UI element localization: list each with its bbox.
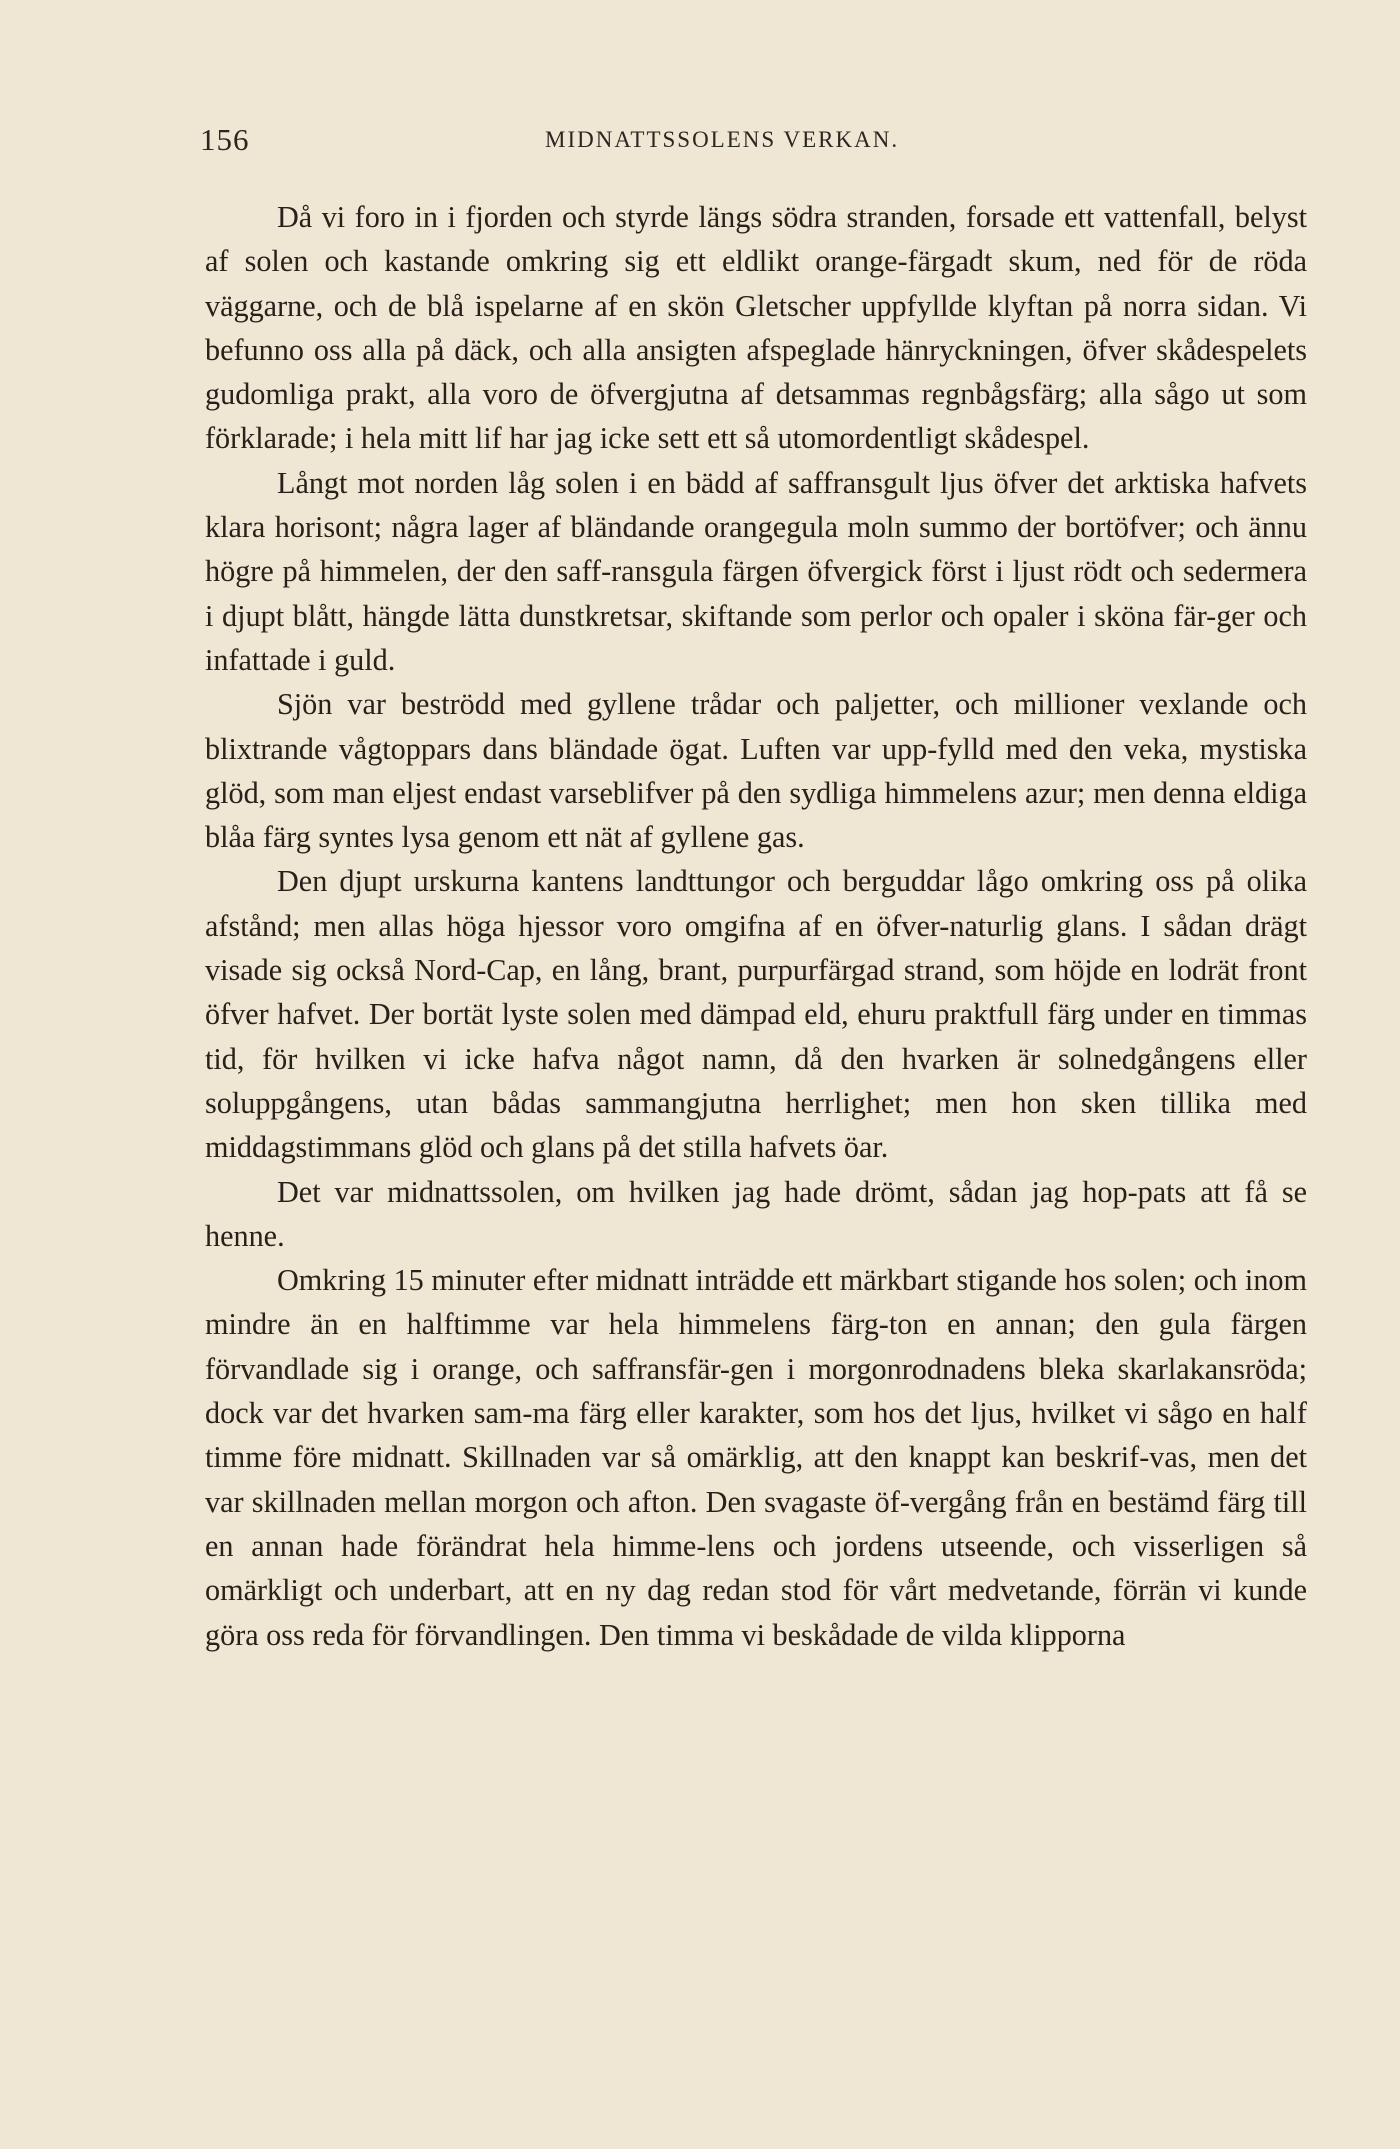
paragraph-5: Det var midnattssolen, om hvilken jag hade drömt, sådan jag hop-pats att få se henne.: [205, 1174, 1307, 1253]
paragraph-2: Långt mot norden låg solen i en bädd af saffransgult ljus öfver det arktiska hafvets klara horisont; några lager af bländande orangegula moln summo der bortöfver; och ännu högre på himmelen, der den saff-ransgula färgen öfvergick först i ljust rödt och sedermera i djupt blått, hängde lätta dunstkretsar, skiftande som perlor och opaler i sköna fär-ger och infattade i guld.: [205, 465, 1307, 677]
page-header: [200, 122, 1320, 162]
page-number: 156: [200, 122, 250, 157]
running-head: MIDNATTSSOLENS VERKAN.: [545, 127, 900, 152]
paragraph-4: Den djupt urskurna kantens landttungor och berguddar lågo omkring oss på olika afstånd; men allas höga hjessor voro omgifna af en öfver-naturlig glans. I sådan drägt visade sig också Nord-Cap, en lång, brant, purpurfärgad strand, som höjde en lodrät front öfver hafvet. Der bortät lyste solen med dämpad eld, ehuru praktfull färg under en timmas tid, för hvilken vi icke hafva något namn, då den hvarken är solnedgångens eller soluppgångens, utan bådas sammangjutna herrlighet; men hon sken tillika med middagstimmans glöd och glans på det stilla hafvets öar.: [205, 864, 1307, 1165]
paragraph-1: Då vi foro in i fjorden och styrde längs södra stranden, forsade ett vattenfall, belyst af solen och kastande omkring sig ett eldlikt orange-färgadt skum, ned för de röda väggarne, och de blå ispelarne af en skön Gletscher uppfyllde klyftan på norra sidan. Vi befunno oss alla på däck, och alla ansigten afspeglade hänryckningen, öfver skådespelets gudomliga prakt, alla voro de öfvergjutna af detsammas regnbågsfärg; alla sågo ut som förklarade; i hela mitt lif har jag icke sett ett så utomordentligt skådespel.: [205, 200, 1307, 456]
body-text: [205, 195, 1307, 1657]
paragraph-6: Omkring 15 minuter efter midnatt inträdde ett märkbart stigande hos solen; och inom mindre än en halftimme var hela himmelens färg-ton en annan; den gula färgen förvandlade sig i orange, och saffransfär-gen i morgonrodnadens bleka skarlakansröda; dock var det hvarken sam-ma färg eller karakter, som hos det ljus, hvilket vi sågo en half timme före midnatt. Skillnaden var så omärklig, att den knappt kan beskrif-vas, men det var skillnaden mellan morgon och afton. Den svagaste öf-vergång från en bestämd färg till en annan hade förändrat hela himme-lens och jordens utseende, och visserligen så omärkligt och underbart, att en ny dag redan stod för vårt medvetande, förrän vi kunde göra oss reda för förvandlingen. Den timma vi beskådade de vilda klipporna: [205, 1263, 1307, 1652]
paragraph-3: Sjön var beströdd med gyllene trådar och paljetter, och millioner vexlande och blixtrande vågtoppars dans bländade ögat. Luften var upp-fylld med den veka, mystiska glöd, som man eljest endast varseblifver på den sydliga himmelens azur; men denna eldiga blåa färg syntes lysa genom ett nät af gyllene gas.: [205, 687, 1307, 855]
